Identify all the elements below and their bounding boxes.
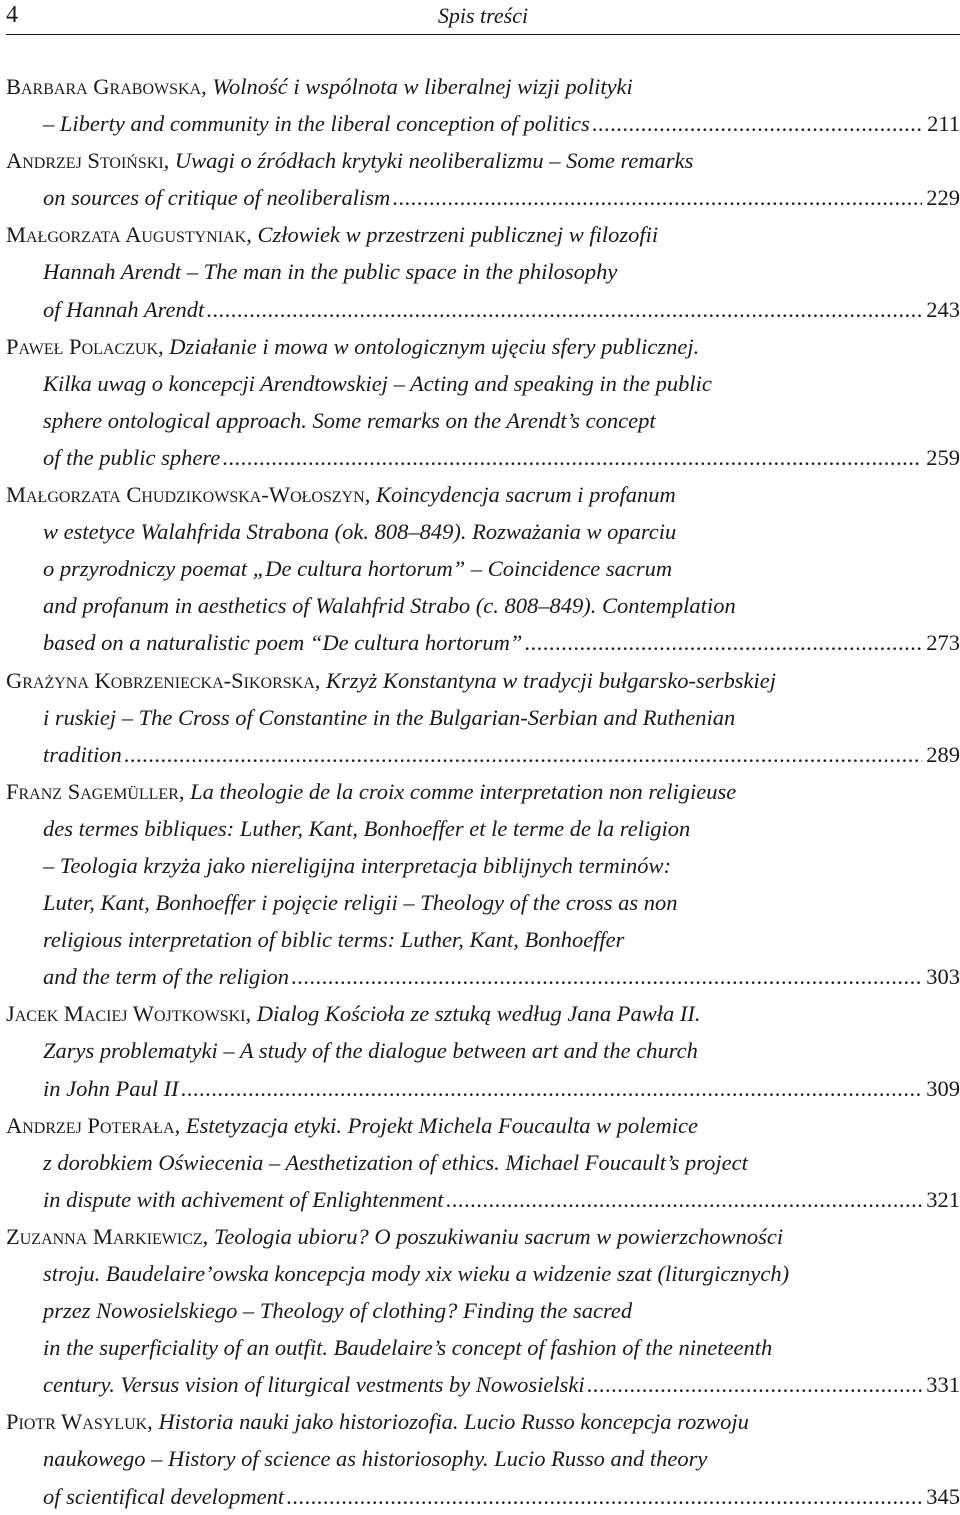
entry-title-line: des termes bibliques: Luther, Kant, Bonhoeffer et le terme de la religion <box>43 815 691 841</box>
entry-page-number: 259 <box>926 444 960 470</box>
toc-entry <box>6 142 960 216</box>
toc-entry <box>6 216 960 327</box>
entry-page-number: 345 <box>926 1483 960 1509</box>
entry-page-number: 243 <box>926 296 960 322</box>
entry-page-number: 321 <box>926 1186 960 1212</box>
dot-leader <box>222 439 922 476</box>
entry-title-line: z dorobkiem Oświecenia – Aesthetization of ethics. Michael Foucault’s project <box>43 1149 748 1175</box>
toc-entry-line <box>6 995 960 1032</box>
entry-title-line: przez Nowosielskiego – Theology of clothing? Finding the sacred <box>43 1298 633 1324</box>
toc-entry <box>6 662 960 773</box>
entry-page-number: 211 <box>927 111 960 137</box>
entry-title-line: in the superficiality of an outfit. Baudelaire’s concept of fashion of the nineteenth <box>43 1335 773 1361</box>
dot-leader <box>524 624 922 661</box>
entry-title-line: on sources of critique of neoliberalism <box>43 185 391 211</box>
dot-leader <box>181 1070 923 1107</box>
toc-entry <box>6 476 960 661</box>
entry-page-number: 289 <box>926 741 960 767</box>
toc-entry-line <box>6 1292 960 1329</box>
entry-title-line: Koincydencja sacrum i profanum <box>375 482 676 508</box>
entry-title-line: Uwagi o źródłach krytyki neoliberalizmu – Some remarks <box>174 148 694 174</box>
toc-entry <box>6 995 960 1106</box>
toc-entry-line <box>6 1329 960 1366</box>
toc-entry-line <box>6 1255 960 1292</box>
toc-entry-line <box>6 216 960 253</box>
toc-entry-line <box>6 291 960 328</box>
entry-title-line: sphere ontological approach. Some remarks on the Arendt’s concept <box>43 407 656 433</box>
toc-entry-line <box>6 1070 960 1107</box>
entry-title-line: – Liberty and community in the liberal conception of politics <box>43 111 590 137</box>
entry-title-line: w estetyce Walahfrida Strabona (ok. 808–849). Rozważania w oparciu <box>43 519 677 545</box>
entry-title-line: Hannah Arendt – The man in the public space in the philosophy <box>43 259 618 285</box>
dot-leader <box>392 179 922 216</box>
toc-entry-line <box>6 699 960 736</box>
toc-entry <box>6 328 960 476</box>
entry-author: Piotr Wasyluk, <box>6 1409 153 1435</box>
toc-entry-line <box>6 1403 960 1440</box>
toc-entry-line <box>6 662 960 699</box>
toc-entry-line <box>6 402 960 439</box>
toc-entry-line <box>6 810 960 847</box>
entry-author: Grażyna Kobrzeniecka-Sikorska, <box>6 667 321 693</box>
toc-entry-line <box>6 439 960 476</box>
entry-title-line: Krzyż Konstantyna w tradycji bułgarsko-serbskiej <box>326 667 777 693</box>
toc-entry-line <box>6 476 960 513</box>
toc-entry-line <box>6 1181 960 1218</box>
toc-entry-line <box>6 1218 960 1255</box>
entry-author: Małgorzata Augustyniak, <box>6 222 252 248</box>
entry-page-number: 309 <box>926 1075 960 1101</box>
toc-entry-line <box>6 1440 960 1477</box>
toc-entry-line <box>6 958 960 995</box>
entry-title-line: Zarys problematyki – A study of the dialogue between art and the church <box>43 1038 698 1064</box>
dot-leader <box>592 105 923 142</box>
entry-title-line: and profanum in aesthetics of Walahfrid Strabo (c. 808–849). Contemplation <box>43 593 736 619</box>
entry-title-line: stroju. Baudelaire’owska koncepcja mody xix wieku a widzenie szat (liturgicznych) <box>43 1261 790 1286</box>
toc-entry-line <box>6 68 960 105</box>
entry-title-line: Estetyzacja etyki. Projekt Michela Foucaulta w polemice <box>185 1112 698 1138</box>
toc-entry-line <box>6 328 960 365</box>
entry-page-number: 303 <box>926 964 960 990</box>
toc-entry-line <box>6 1366 960 1403</box>
entry-page-number: 229 <box>926 185 960 211</box>
toc-entry-line <box>6 179 960 216</box>
entry-title-line: o przyrodniczy poemat „De cultura hortorum” – Coincidence sacrum <box>43 556 673 582</box>
entry-author: Zuzanna Markiewicz, <box>6 1223 209 1249</box>
toc-entry-line <box>6 1478 960 1515</box>
toc-entry-line <box>6 1032 960 1069</box>
entry-title-line: and the term of the religion <box>43 964 290 990</box>
dot-leader <box>587 1366 923 1403</box>
entry-title-line: based on a naturalistic poem “De cultura hortorum” <box>43 630 523 656</box>
toc-entry-line <box>6 624 960 661</box>
entry-author: Jacek Maciej Wojtkowski, <box>6 1001 252 1027</box>
entry-author: Andrzej Poterała, <box>6 1112 181 1138</box>
entry-title-line: Historia nauki jako historiozofia. Lucio Russo koncepcja rozwoju <box>158 1409 749 1435</box>
toc-entry-line <box>6 847 960 884</box>
toc-entry-line <box>6 884 960 921</box>
toc-entry <box>6 773 960 996</box>
running-head: Spis treści <box>437 3 529 28</box>
toc-entry-line <box>6 550 960 587</box>
page-number: 4 <box>6 2 18 28</box>
toc-entry <box>6 1403 960 1514</box>
entry-title-line: La theologie de la croix comme interpretation non religieuse <box>190 778 737 804</box>
entry-title-line: Dialog Kościoła ze sztuką według Jana Pawła II. <box>256 1001 701 1027</box>
entry-title-line: tradition <box>43 741 122 767</box>
toc-entry-line <box>6 365 960 402</box>
entry-title-line: Wolność i wspólnota w liberalnej wizji polityki <box>212 74 633 99</box>
dot-leader <box>286 1478 922 1515</box>
toc-entry-line <box>6 1144 960 1181</box>
entry-title-line: in John Paul II <box>43 1075 179 1101</box>
toc-entry-line <box>6 253 960 290</box>
entry-title-line: Działanie i mowa w ontologicznym ujęciu sfery publicznej. <box>169 333 700 359</box>
entry-title-line: of Hannah Arendt <box>43 296 205 322</box>
entry-title-line: Teologia ubioru? O poszukiwaniu sacrum w powierzchowności <box>213 1223 784 1249</box>
entry-author: Andrzej Stoiński, <box>6 148 170 174</box>
toc-entry-line <box>6 513 960 550</box>
entry-page-number: 331 <box>926 1372 960 1398</box>
entry-author: Barbara Grabowska, <box>6 74 207 99</box>
dot-leader <box>206 291 922 328</box>
toc-entry <box>6 68 960 142</box>
entry-title-line: of the public sphere <box>43 444 221 470</box>
entry-title-line: – Teologia krzyża jako niereligijna interpretacja biblijnych terminów: <box>43 852 672 878</box>
toc-entry-line <box>6 921 960 958</box>
entry-title-line: in dispute with achivement of Enlightenment <box>43 1186 444 1212</box>
toc-entry <box>6 1107 960 1218</box>
entry-title-line: religious interpretation of biblic terms: Luther, Kant, Bonhoeffer <box>43 927 625 953</box>
entry-title-line: of scientifical development <box>43 1483 285 1509</box>
dot-leader <box>124 736 922 773</box>
entry-page-number: 273 <box>926 630 960 656</box>
entry-title-line: Człowiek w przestrzeni publicznej w filozofii <box>257 222 659 248</box>
dot-leader <box>446 1181 923 1218</box>
entry-author: Małgorzata Chudzikowska-Wołoszyn, <box>6 482 371 508</box>
entry-title-line: i ruskiej – The Cross of Constantine in the Bulgarian-Serbian and Ruthenian <box>43 704 736 730</box>
toc-entry-line <box>6 773 960 810</box>
toc-entry-line <box>6 142 960 179</box>
entry-title-line: naukowego – History of science as historiosophy. Lucio Russo and theory <box>43 1446 708 1472</box>
entry-author: Franz Sagemüller, <box>6 778 185 804</box>
page-header <box>6 0 960 35</box>
entry-title-line: Kilka uwag o koncepcji Arendtowskiej – Acting and speaking in the public <box>43 370 712 396</box>
dot-leader <box>291 958 922 995</box>
toc-entry-line <box>6 105 960 142</box>
entry-title-line: century. Versus vision of liturgical vestments by Nowosielski <box>43 1372 585 1398</box>
entry-author: Paweł Polaczuk, <box>6 333 164 359</box>
table-of-contents <box>6 68 960 1515</box>
toc-entry-line <box>6 587 960 624</box>
toc-entry-line <box>6 736 960 773</box>
toc-entry-line <box>6 1107 960 1144</box>
toc-entry <box>6 1218 960 1403</box>
entry-title-line: Luter, Kant, Bonhoeffer i pojęcie religii – Theology of the cross as non <box>43 890 678 916</box>
